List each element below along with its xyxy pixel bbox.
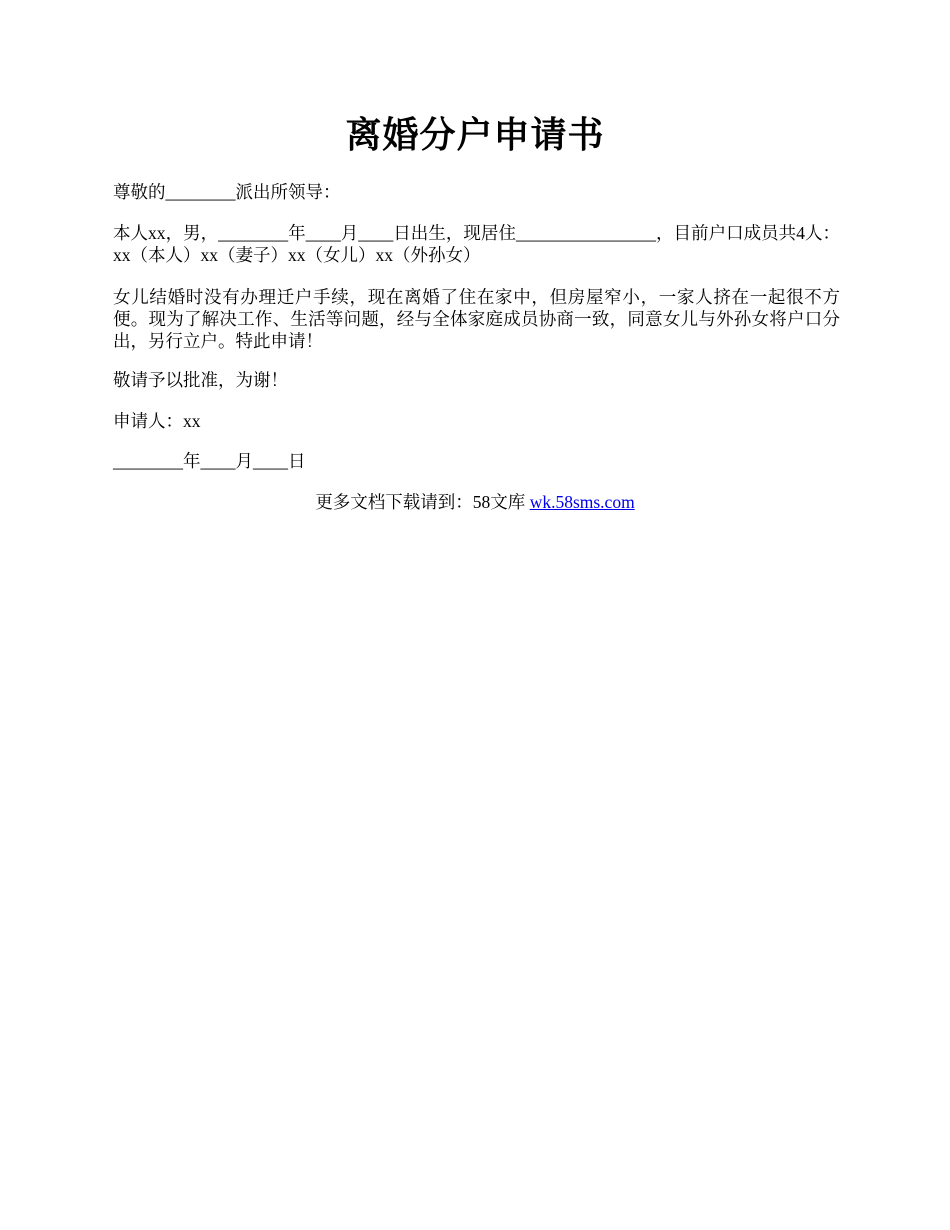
footer-prefix: 更多文档下载请到：58文库	[315, 492, 530, 512]
request-paragraph: 敬请予以批准，为谢！	[113, 370, 288, 390]
footer-link[interactable]: wk.58sms.com	[529, 492, 635, 512]
self-intro-paragraph: 本人xx，男，________年____月____日出生，现居住________________，目前户口成员共4人：xx（本人）xx（妻子）xx（女儿）xx（外孙女）	[113, 223, 840, 265]
applicant-line: 申请人：xx	[113, 411, 201, 431]
footer-line	[0, 491, 950, 513]
reason-paragraph: 女儿结婚时没有办理迁户手续，现在离婚了住在家中，但房屋窄小，一家人挤在一起很不方便。现为了解决工作、生活等问题，经与全体家庭成员协商一致，同意女儿与外孙女将户口分出，另行立户。特此申请！	[113, 287, 840, 351]
date-line: ________年____月____日	[113, 451, 306, 471]
document-title: 离婚分户申请书	[345, 115, 605, 156]
salutation-paragraph: 尊敬的________派出所领导：	[113, 182, 341, 202]
